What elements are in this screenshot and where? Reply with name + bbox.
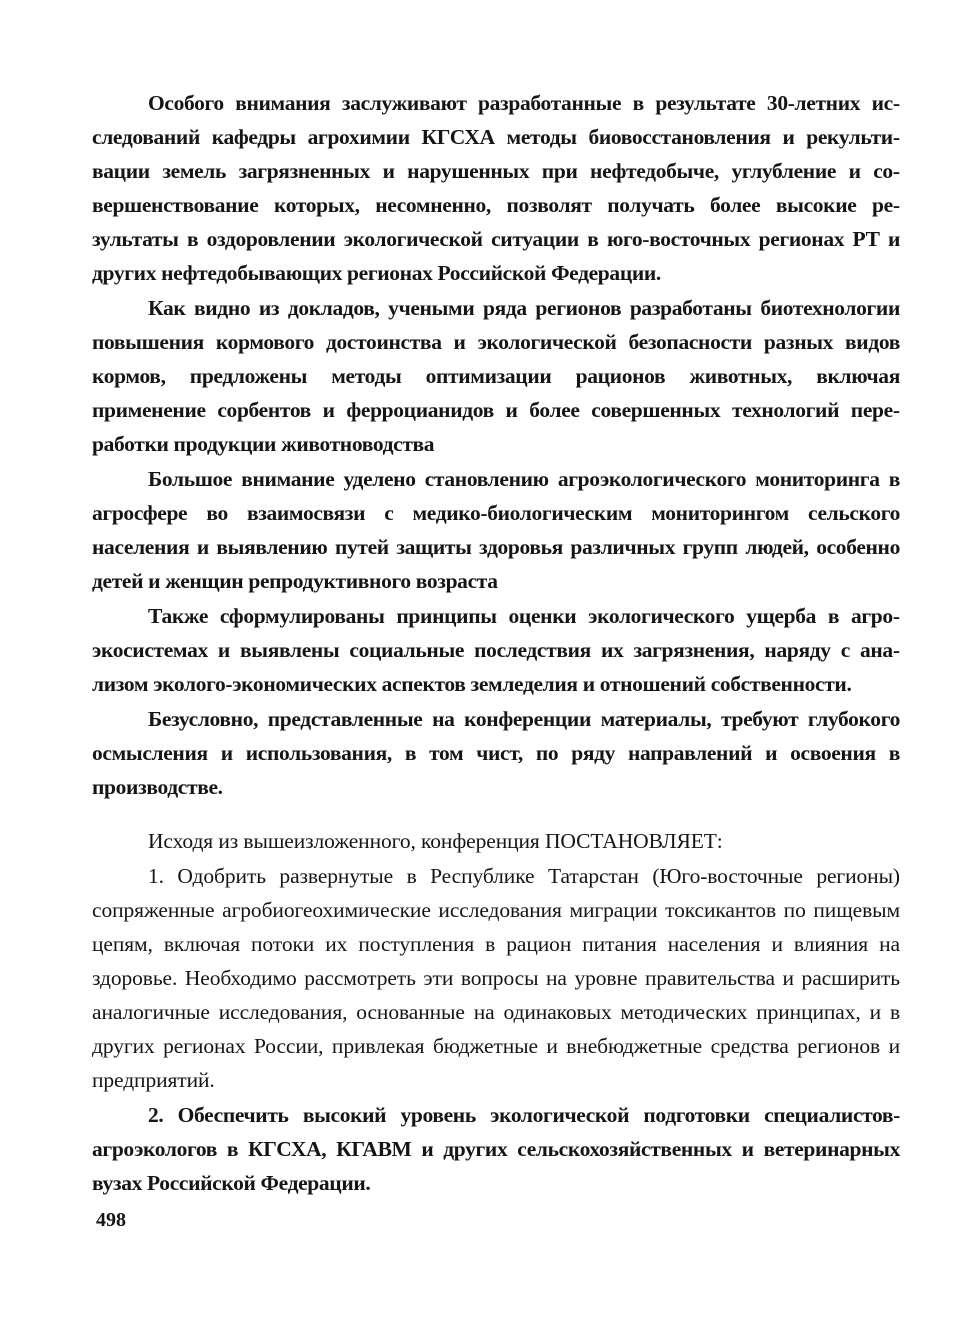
resolution-item-2: 2. Обеспечить высокий уровень экологической подготовки специалистов-агроэкологов в КГСХА, КГАВМ и других сельскохозяйственных и ветеринарных вузах Российской Федерации.	[92, 1103, 900, 1195]
resolution-intro: Исходя из вышеизложенного, конференция ПОСТАНОВЛЯЕТ:	[148, 829, 723, 853]
paragraph-agroecological-monitoring: Большое внимание уделено становлению агроэкологического мониторинга в агросфере во взаимосвязи с медико-биологическим мониторингом сельского населения и выявлению путей защиты здоровья различных групп людей, особенно детей и женщин репродуктивного возраста	[92, 467, 900, 593]
paragraph-conference-materials: Безусловно, представленные на конференции материалы, требуют глубокого осмысления и использования, в том чист, по ряду направлений и освоения в производстве.	[92, 707, 900, 799]
document-page	[92, 86, 900, 1200]
paragraph-feed-biotechnology: Как видно из докладов, учеными ряда регионов разработаны биотехнологии повышения кормового достоинства и экологической безопасности разных видов кормов, предложены методы оптимизации рационов животных, включая применение сорбентов и ферроцианидов и более совершенных технологий переработки продукции животноводства	[92, 296, 900, 456]
paragraph-remediation-methods: Особого внимания заслуживают разработанные в результате 30-летних исследований кафедры агрохимии КГСХА методы биовосстановления и рекультивации земель загрязненных и нарушенных при нефтедобыче, углубление и совершенствование которых, несомненно, позволят получать более высокие результаты в оздоровлении экологической ситуации в юго-восточных регионах РТ и других нефтедобывающих регионах Российской Федерации.	[92, 91, 900, 285]
page-number: 498	[96, 1209, 126, 1231]
paragraph-ecological-damage: Также сформулированы принципы оценки экологического ущерба в агроэкосистемах и выявлены социальные последствия их загрязнения, наряду с анализом эколого-экономических аспектов земледелия и отношений собственности.	[92, 604, 900, 696]
resolution-item-1: 1. Одобрить развернутые в Республике Татарстан (Юго-восточные регионы) сопряженные агробиогеохимические исследования миграции токсикантов по пищевым цепям, включая потоки их поступления в рацион питания населения и влияния на здоровье. Необходимо рассмотреть эти вопросы на уровне правительства и расширить аналогичные исследования, основанные на одинаковых методических принципах, и в других регионах России, привлекая бюджетные и внебюджетные средства регионов и предприятий.	[92, 864, 900, 1092]
